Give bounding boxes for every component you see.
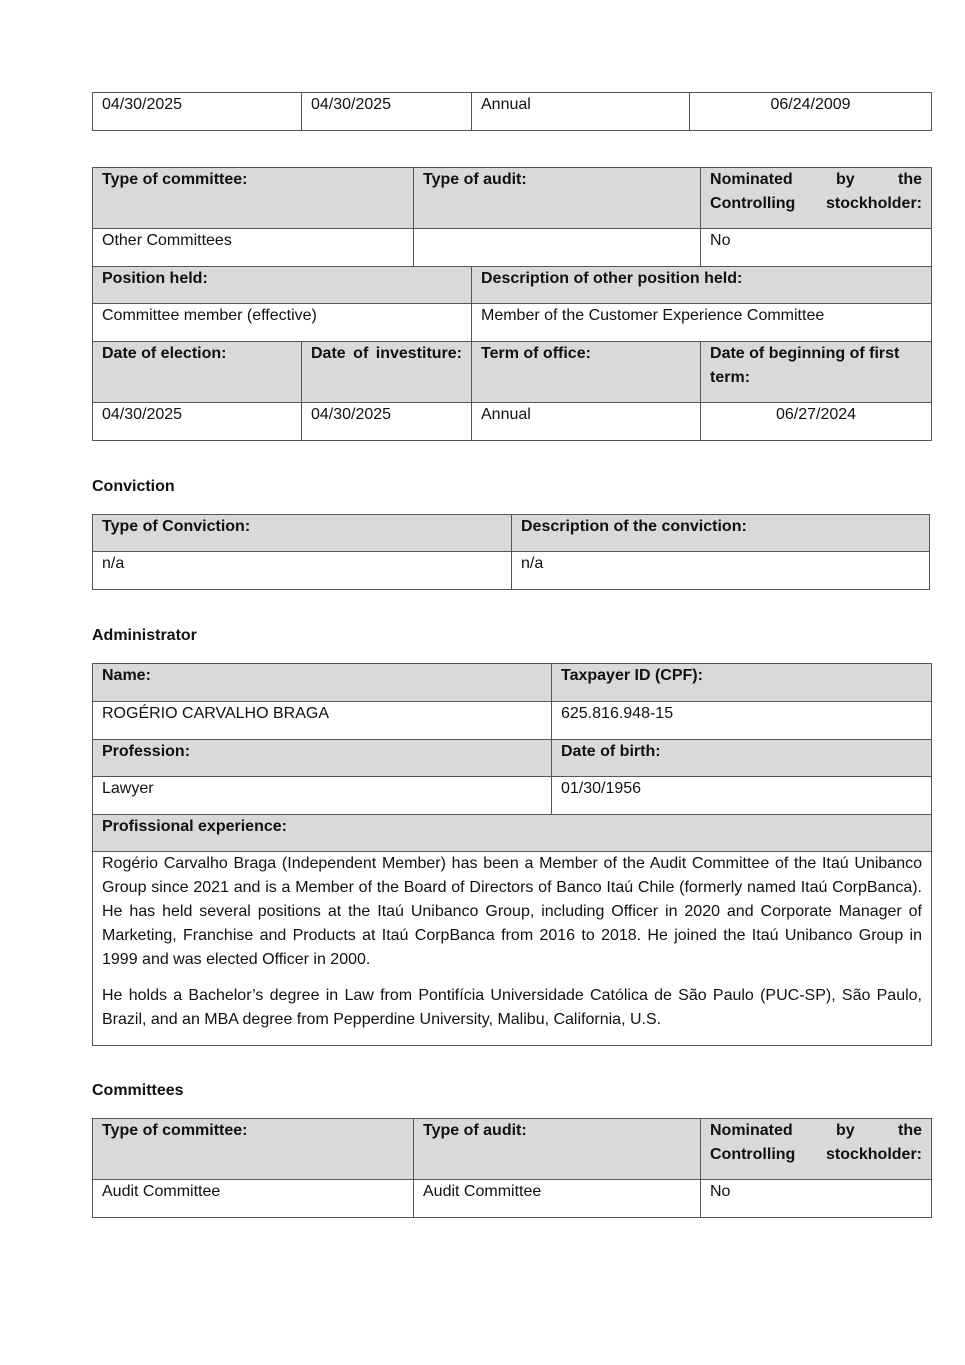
education-paragraph: He holds a Bachelor’s degree in Law from Pontifícia Universidade Católica de São Paulo (PUC-SP), São Paulo, Brazil, and an MBA degree from Pepperdine University, Malibu, California, U.S. <box>102 987 922 1028</box>
first-term-value: 06/27/2024 <box>701 403 932 441</box>
table-row <box>93 1119 932 1180</box>
conviction-type-header: Type of Conviction: <box>93 515 512 552</box>
committee-type-value: Other Committees <box>93 229 414 267</box>
profession-header: Profession: <box>93 740 552 777</box>
type-of-committee-header: Type of committee: <box>93 1119 414 1180</box>
experience-paragraph: Rogério Carvalho Braga (Independent Member) has been a Member of the Audit Committee of the Itaú Unibanco Group since 2021 and is a Member of the Board of Directors of Banco Itaú Chile (formerly named Itaú CorpBanca). He has held several positions at the Itaú Unibanco Group, including Officer in 2020 and Corporate Manager of Marketing, Franchise and Products at Itaú CorpBanca from 2016 to 2018. He joined the Itaú Unibanco Group in 1999 and was elected Officer in 2000. <box>102 855 922 968</box>
type-of-committee-header: Type of committee: <box>93 168 414 229</box>
election-date-header: Date of election: <box>93 342 302 403</box>
name-header: Name: <box>93 664 552 702</box>
investiture-date-header: Date of investiture: <box>302 342 472 403</box>
table-row <box>93 229 932 267</box>
table-row <box>93 740 932 777</box>
conviction-description-value: n/a <box>512 552 930 590</box>
table-row <box>93 1180 932 1218</box>
administrator-table <box>92 663 931 1046</box>
election-date: 04/30/2025 <box>93 93 302 131</box>
birth-date-value: 01/30/1956 <box>552 777 932 815</box>
name-value: ROGÉRIO CARVALHO BRAGA <box>93 702 552 740</box>
administrator-title: Administrator <box>92 627 197 644</box>
table-row <box>93 304 932 342</box>
table-row <box>93 815 932 852</box>
audit-type-value: Audit Committee <box>414 1180 701 1218</box>
position-held-header: Position held: <box>93 267 472 304</box>
previous-term-table <box>92 92 931 131</box>
conviction-title: Conviction <box>92 478 175 495</box>
term-of-office-header: Term of office: <box>472 342 701 403</box>
type-of-audit-header: Type of audit: <box>414 168 701 229</box>
cpf-header: Taxpayer ID (CPF): <box>552 664 932 702</box>
table-row <box>93 267 932 304</box>
experience-cell <box>93 852 932 1046</box>
position-description-header: Description of other position held: <box>472 267 932 304</box>
committees-table <box>92 1118 931 1218</box>
conviction-table <box>92 514 929 590</box>
first-term-header: Date of beginning of first term: <box>701 342 932 403</box>
profession-value: Lawyer <box>93 777 552 815</box>
nominated-header: Nominated by the Controlling stockholder: <box>701 168 932 229</box>
table-row <box>93 664 932 702</box>
investiture-date-value: 04/30/2025 <box>302 403 472 441</box>
table-row <box>93 168 932 229</box>
conviction-type-value: n/a <box>93 552 512 590</box>
position-description-value: Member of the Customer Experience Committee <box>472 304 932 342</box>
committee-table <box>92 167 931 441</box>
committee-type-value: Audit Committee <box>93 1180 414 1218</box>
nominated-header: Nominated by the Controlling stockholder: <box>701 1119 932 1180</box>
table-row <box>93 852 932 1046</box>
committees-title: Committees <box>92 1082 184 1099</box>
table-row <box>93 552 930 590</box>
nominated-value: No <box>701 229 932 267</box>
term-of-office: Annual <box>472 93 690 131</box>
cpf-value: 625.816.948-15 <box>552 702 932 740</box>
term-of-office-value: Annual <box>472 403 701 441</box>
nominated-value: No <box>701 1180 932 1218</box>
audit-type-value <box>414 229 701 267</box>
birth-date-header: Date of birth: <box>552 740 932 777</box>
table-row <box>93 515 930 552</box>
experience-header: Profissional experience: <box>93 815 932 852</box>
table-row <box>93 702 932 740</box>
table-row <box>93 403 932 441</box>
table-row <box>93 93 932 131</box>
type-of-audit-header: Type of audit: <box>414 1119 701 1180</box>
position-held-value: Committee member (effective) <box>93 304 472 342</box>
table-row <box>93 777 932 815</box>
first-term-date: 06/24/2009 <box>690 93 932 131</box>
conviction-description-header: Description of the conviction: <box>512 515 930 552</box>
election-date-value: 04/30/2025 <box>93 403 302 441</box>
investiture-date: 04/30/2025 <box>302 93 472 131</box>
table-row <box>93 342 932 403</box>
